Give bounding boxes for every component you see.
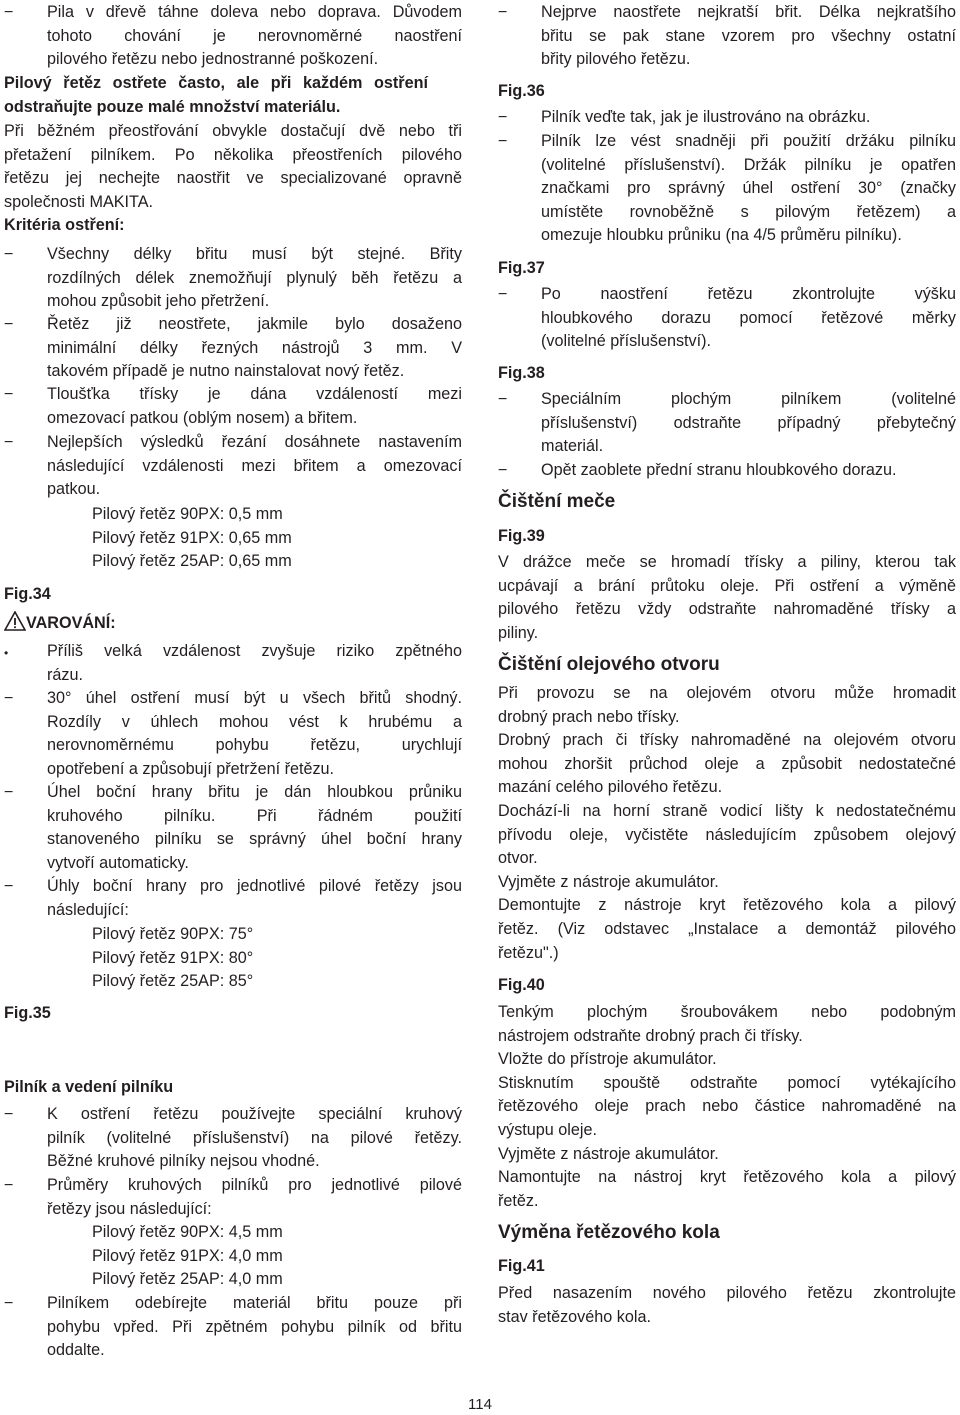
fig-34-label: Fig.34 [4,585,51,603]
list-item-line: (volitelné příslušenství). Držák pilníku je opatřen [541,155,956,174]
list-item-line: následující: [47,900,129,919]
fig-38-label: Fig.38 [498,364,545,382]
list-dash-icon: − [4,877,14,895]
warning-heading: VAROVÁNÍ: [26,614,116,632]
list-dash-icon: − [498,390,508,408]
paragraph-line: společnosti MAKITA. [4,192,154,211]
oil-text-line: otvor. [498,849,538,868]
section-heading-oil-hole: Čištění olejového otvoru [498,654,720,675]
fig40-text-line: Namontujte na nástroj kryt řetězového kola a pilový [498,1168,956,1187]
list-item-line: Úhly boční hrany pro jednotlivé pilové řetězy jsou [47,877,462,895]
list-item-line: řetězy jsou následující: [47,1199,212,1218]
fig40-text-line: řetězového oleje prach nebo částice nahromaděné na [498,1097,956,1116]
list-dash-icon: − [4,385,14,403]
list-item-line: břitu se pak stane vzorem pro všechny ostatní [541,26,956,45]
fig-41-label: Fig.41 [498,1257,545,1275]
oil-text-line: Demontujte z nástroje kryt řetězového kola a pilový [498,896,956,915]
list-item-line: Rozdíly v úhlech mohou vést k hrubému a [47,712,462,731]
list-item-line: následující vzdálenosti mezi břitem a omezovací [47,456,462,475]
list-dash-icon: − [4,3,14,21]
list-item-line: nerovnoměrnému pohybu řetězu, urychlují [47,736,462,755]
fig-40-label: Fig.40 [498,976,545,994]
angle-value: Pilový řetěz 91PX: 80° [92,948,254,967]
section-heading-bar-cleaning: Čištění meče [498,491,616,512]
list-item-line: oddalte. [47,1341,105,1360]
list-item-line: Nejprve naostřete nejkratší břit. Délka nejkratšího [541,3,956,21]
list-item-line: příslušenství) odstraňte případný přebytečný [541,413,956,432]
list-item-line: mohou způsobit jeho přetržení. [47,292,270,311]
list-item-line: Úhel boční hrany břitu je dán hloubkou průniku [47,783,462,801]
list-dash-icon: − [4,689,14,707]
bold-note-line: Pilový řetěz ostřete často, ale při každém ostření [4,74,428,92]
list-dash-icon: − [4,783,14,801]
file-value: Pilový řetěz 90PX: 4,5 mm [92,1223,283,1241]
paragraph-line: Při běžném přeostřování obvykle dostačují dvě nebo tři [4,122,462,140]
gap-value: Pilový řetěz 90PX: 0,5 mm [92,505,283,523]
oil-text-line: Drobný prach či třísky nahromaděné na olejovém otvoru [498,731,956,750]
list-item-line: stanoveného pilníku se správný úhel boční hrany [47,830,462,849]
list-item-line: Opět zaoblete přední stranu hloubkového dorazu. [541,461,897,479]
list-item-line: (volitelné příslušenství). [541,332,712,351]
list-dash-icon: − [4,433,14,451]
oil-text-line: Dochází-li na horní straně vodicí lišty k nedostatečnému [498,802,956,820]
list-item-line: opotřebení a způsobují přetržení řetězu. [47,759,335,778]
list-dash-icon: − [498,461,508,479]
oil-text-line: mazání celého pilového řetězu. [498,778,723,797]
list-item-line: Tloušťka třísky je dána vzdáleností mezi [47,385,462,403]
list-item-line: umístěte rovnoběžně s pilovým řetězem) a [541,202,956,221]
sprocket-text-line: Před nasazením nového pilového řetězu zkontrolujte [498,1284,956,1302]
list-item-line: minimální délky řezných nástrojů 3 mm. V [47,338,462,357]
list-dash-icon: − [4,1294,14,1312]
list-dash-icon: − [498,108,508,126]
oil-text-line: drobný prach nebo třísky. [498,707,680,726]
list-dash-icon: − [498,3,508,21]
list-dash-icon: − [4,1176,14,1194]
list-item-line: Pilníkem odebírejte materiál břitu pouze při [47,1294,462,1312]
oil-text-line: přívodu oleje, vyčistěte následujícím způsobem olejový [498,825,956,844]
fig-35-label: Fig.35 [4,1004,51,1022]
list-item-line: značkami pro správný úhel ostření 30° (značky [541,179,956,198]
oil-text-line: mohou zhoršit průchod oleje a způsobit nedostatečné [498,754,956,773]
bar-text-line: pilového řetězu vždy odstraňte nahromaděné třísky a [498,600,956,619]
warning-line: rázu. [47,665,83,684]
intro-line: tohoto chování je nerovnoměrné naostření [47,26,462,45]
list-item-line: patkou. [47,480,101,499]
list-item-line: Po naostření řetězu zkontrolujte výšku [541,285,956,303]
fig40-text-line: Stisknutím spouště odstraňte pomocí vytékajícího [498,1073,956,1092]
angle-value: Pilový řetěz 90PX: 75° [92,925,254,943]
list-item-line: Všechny délky břitu musí být stejné. Břity [47,245,462,263]
list-item-line: Běžné kruhové pilníky nejsou vhodné. [47,1152,320,1171]
fig40-text-line: Vyjměte z nástroje akumulátor. [498,1144,719,1163]
bold-note-line: odstraňujte pouze malé množství materiálu. [4,97,341,116]
paragraph-line: přetažení pilníkem. Po několika přeostřeních pilového [4,145,462,164]
intro-line: Pila v dřevě táhne doleva nebo doprava. Důvodem [47,3,462,21]
list-item-line: rozdílných délek znemožňují plynulý běh řetězu a [47,268,462,287]
list-dash-icon: − [4,245,14,263]
list-dash-icon: − [498,132,508,150]
list-item-line: pohybu vpřed. Při zpětném pohybu pilník od břitu [47,1317,462,1336]
criteria-heading: Kritéria ostření: [4,216,125,234]
fig-37-label: Fig.37 [498,259,545,277]
list-item-line: materiál. [541,437,604,456]
list-item-line: pilník (volitelné příslušenství) na pilové řetězy. [47,1128,462,1147]
file-value: Pilový řetěz 25AP: 4,0 mm [92,1270,283,1289]
fig-39-label: Fig.39 [498,527,545,545]
list-item-line: vytvoří automaticky. [47,853,189,872]
oil-text-line: řetězu".) [498,943,559,962]
list-dash-icon: − [4,315,14,333]
fig40-text-line: Tenkým plochým šroubovákem nebo podobným [498,1003,956,1021]
page-number: 114 [468,1396,492,1413]
angle-value: Pilový řetěz 25AP: 85° [92,972,254,991]
file-heading: Pilník a vedení pilníku [4,1078,174,1096]
bullet-icon: • [4,646,9,660]
oil-text-line: Vyjměte z nástroje akumulátor. [498,872,719,891]
list-item-line: Řetěz již neostřete, jakmile bylo dosaženo [47,315,462,333]
list-item-line: omezovací patkou (oblým nosem) a břitem. [47,408,358,427]
bar-text-line: ucpávají a brání průtoku oleje. Při ostření a výměně [498,576,956,595]
fig40-text-line: výstupu oleje. [498,1121,597,1139]
sprocket-text-line: stav řetězového kola. [498,1307,651,1326]
fig40-text-line: řetěz. [498,1191,539,1210]
list-item-line: Pilník veďte tak, jak je ilustrováno na obrázku. [541,108,871,126]
bar-text-line: V drážce meče se hromadí třísky a piliny, kterou tak [498,553,956,571]
paragraph-line: řetězu jej nechejte naostřit ve specializované opravně [4,169,462,188]
list-item-line: hloubkového dorazu pomocí řetězové měrky [541,308,956,327]
gap-value: Pilový řetěz 91PX: 0,65 mm [92,528,292,547]
gap-value: Pilový řetěz 25AP: 0,65 mm [92,552,292,571]
file-value: Pilový řetěz 91PX: 4,0 mm [92,1246,283,1265]
list-item-line: Pilník lze vést snadněji při použití držáku pilníku [541,132,956,150]
list-item-line: kruhového pilníku. Při řádném použití [47,806,462,825]
list-item-line: K ostření řetězu používejte speciální kruhový [47,1105,462,1123]
list-item-line: Nejlepších výsledků řezání dosáhnete nastavením [47,433,462,451]
oil-text-line: Při provozu se na olejovém otvoru může hromadit [498,684,956,702]
list-dash-icon: − [498,285,508,303]
list-dash-icon: − [4,1105,14,1123]
list-item-line: takovém případě je nutno nainstalovat nový řetěz. [47,362,405,381]
fig40-text-line: Vložte do přístroje akumulátor. [498,1050,717,1069]
fig40-text-line: nástrojem odstraňte drobný prach či třísky. [498,1026,803,1045]
warning-line: Příliš velká vzdálenost zvyšuje riziko zpětného [47,642,462,660]
list-item-line: Průměry kruhových pilníků pro jednotlivé pilové [47,1176,462,1194]
intro-line: pilového řetězu nebo jednostranné poškození. [47,50,379,69]
oil-text-line: řetěz. (Viz odstavec „Instalace a demontáž pilového [498,920,956,938]
fig-36-label: Fig.36 [498,82,545,100]
list-item-line: Speciálním plochým pilníkem (volitelné [541,390,956,408]
list-item-line: omezuje hloubku průniku (na 4/5 průměru pilníku). [541,226,902,245]
section-heading-sprocket: Výměna řetězového kola [498,1222,720,1243]
list-item-line: 30° úhel ostření musí být u všech břitů shodný. [47,689,462,707]
warning-triangle-icon [4,611,26,631]
list-item-line: břity pilového řetězu. [541,50,691,69]
bar-text-line: piliny. [498,623,539,642]
